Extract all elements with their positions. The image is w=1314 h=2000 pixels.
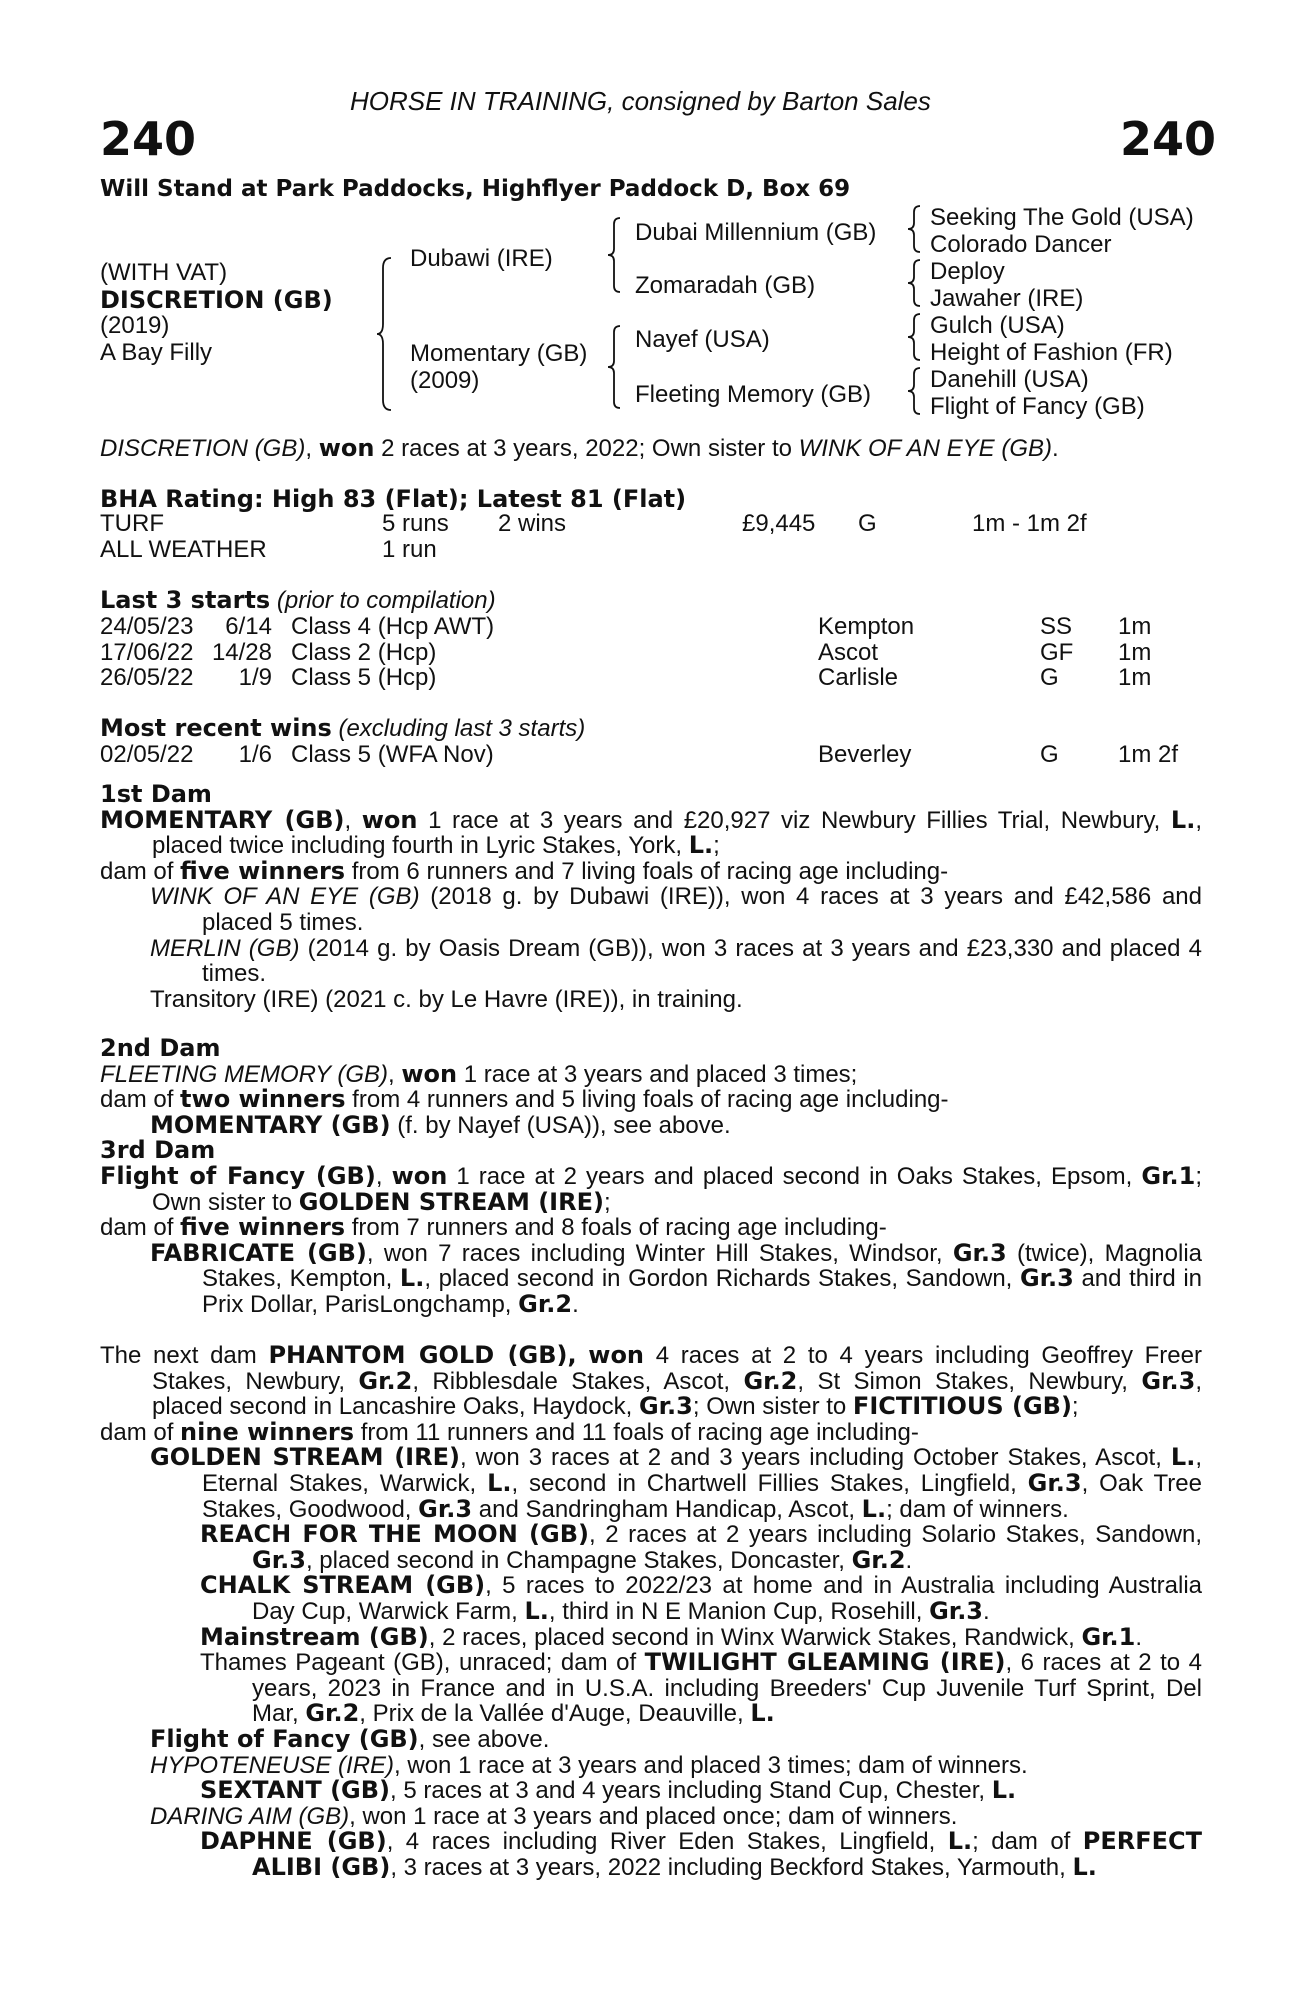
pedigree-dam-year: (2009)	[410, 367, 480, 394]
race-distance: 1m	[1118, 638, 1152, 666]
consignment-header: HORSE IN TRAINING, consigned by Barton Sales	[350, 86, 931, 116]
recent-wins-title: Most recent wins (excluding last 3 starts)	[100, 714, 586, 742]
second-dam-heading: 2nd Dam	[100, 1034, 221, 1062]
first-dam-progeny-1: WINK OF AN EYE (GB) (2018 g. by Dubawi (IRE)), won 4 races at 3 years and £42,586 and placed 5 times.	[150, 883, 1202, 936]
pedigree-brace-sire	[606, 216, 626, 294]
third-dam-produce: dam of five winners from 7 runners and 8 foals of racing age including-	[100, 1213, 887, 1242]
second-dam-section	[100, 1036, 1202, 1318]
catalogue-page: HORSE IN TRAINING, consigned by Barton Sales 240 240 Will Stand at Park Paddocks, Highflyer Paddock D, Box 69 (WITH VAT) DISCRETION (GB) (2019) A Bay Filly Dubawi (IRE) Momentary (GB) (2009) Dubai Millennium (GB) Zomaradah (GB) Nayef (USA) Fleeting Memory (GB) Seeking The Gold (USA) Colorado Dancer Deploy Jawaher (IRE) Gulch (USA) Height of Fashion (FR) Danehill (USA) Flight of Fancy (GB) DISCRETION (GB), won 2 races at 3 years, 2022; Own sister to WINK OF AN EYE (GB). BHA Rating: High 83 (Flat); Latest 81 (Flat) TURF 5 runs 2 wins £9,445 G 1m - 1m 2f ALL WEATHER 1 run Last 3 starts (prior to compilation) 24/05/23 6/14 Class 4 (Hcp AWT) Kempton SS 1m 17/06/22 14/28 Class 2 (Hcp) Ascot GF 1m 26/05/22 1/9 Class 5 (Hcp) Carlisle G 1m Most recent wins (excluding last 3 starts) 02/05/22 1/6 Class 5 (WFA Nov) Beverley G 1m 2f 1st Dam MOMENTARY (GB), won 1 race at 3 years and £20,927 viz Newbury Fillies Trial, Newbury, L., placed twice including fourth in Lyric Stakes, York, L.; dam of five winners from 6 runners and 7 living foals of racing age including- WINK OF AN EYE (GB) (2018 g. by Dubawi (IRE)), won 4 races at 3 years and £42,586 and placed 5 times. MERLIN (GB) (2014 g. by Oasis Dream (GB)), won 3 races at 3 years and £23,330 and placed 4 times. Transitory (IRE) (2021 c. by Le Havre (IRE)), in training. 2nd Dam FLEETING MEMORY (GB), won 1 race at 3 years and placed 3 times; dam of two winners from 4 runners and 5 living foals of racing age including- MOMENTARY (GB) (f. by Nayef (USA)), see above. 3rd Dam Flight of Fancy (GB), won 1 race at 2 years and placed second in Oaks Stakes, Epsom, Gr.1; Own sister to GOLDEN STREAM (IRE); dam of five winners from 7 runners and 8 foals of racing age including- FABRICATE (GB), won 7 races including Winter Hill Stakes, Windsor, Gr.3 (twice), Magnolia Stakes, Kempton, L., placed second in Gordon Richards Stakes, Sandown, Gr.3 and third in Prix Dollar, ParisLongchamp, Gr.2. The next dam PHANTOM GOLD (GB), won 4 races at 2 to 4 years including Geoffrey Freer Stakes, Newbury, Gr.2, Ribblesdale Stakes, Ascot, Gr.2, St Simon Stakes, Newbury, Gr.3, placed second in Lancashire Oaks, Haydock, Gr.3; Own sister to FICTITIOUS (GB); dam of nine winners from 11 runners and 11 foals of racing age including- GOLDEN STREAM (IRE), won 3 races at 2 and 3 years including October Stakes, Ascot, L., Eternal Stakes, Warwick, L., second in Chartwell Fillies Stakes, Lingfield, Gr.3, Oak Tree Stakes, Goodwood, Gr.3 and Sandringham Handicap, Ascot, L.; dam of winners. REACH FOR THE MOON (GB), 2 races at 2 years including Solario Stakes, Sandown, Gr.3, placed second in Champagne Stakes, Doncaster, Gr.2. CHALK STREAM (GB), 5 races to 2022/23 at home and in Australia including Australia Day Cup, Warwick Farm, L., third in N E Manion Cup, Rosehill, Gr.3. Mainstream (GB), 2 races, placed second in Winx Warwick Stakes, Randwick, Gr.1. Thames Pageant (GB), unraced; dam of TWILIGHT GLEAMING (IRE), 6 races at 2 to 4 years, 2023 in France and in U.S.A. including Breeders' Cup Juvenile Turf Sprint, Del Mar, Gr.2, Prix de la Vallée d'Auge, Deauville, L. Flight of Fancy (GB), see above. HYPOTENEUSE (IRE), won 1 race at 3 years and placed 3 times; dam of winners. SEXTANT (GB), 5 races at 3 and 4 years including Stand Cup, Chester, L. DARING AIM (GB), won 1 race at 3 years and placed once; dam of winners. DAPHNE (GB), 4 races including River Eden Stakes, Lingfield, L.; dam of PERFECT ALIBI (GB), 3 races at 3 years, 2022 including Beckford Stakes, Yarmouth, L.	[100, 86, 1217, 1881]
vat-note: (WITH VAT)	[100, 259, 228, 286]
next-dam-grand-progeny-daphne: DAPHNE (GB), 4 races including River Eden Stakes, Lingfield, L.; dam of PERFECT ALIBI (GB), 3 races at 3 years, 2022 including Beckford Stakes, Yarmouth, L.	[200, 1827, 1203, 1881]
stabling-location: Will Stand at Park Paddocks, Highflyer Paddock D, Box 69	[100, 176, 851, 202]
race-position: 6/14	[225, 613, 272, 640]
race-going: G	[1040, 741, 1059, 768]
second-dam-record: FLEETING MEMORY (GB), won 1 race at 3 years and placed 3 times;	[100, 1059, 858, 1088]
race-class: Class 5 (WFA Nov)	[291, 741, 494, 768]
pedigree-brace-sd	[906, 258, 926, 308]
first-dam-produce: dam of five winners from 6 runners and 7 living foals of racing age including-	[100, 856, 949, 885]
pedigree-brace-dam	[606, 324, 626, 410]
race-distance: 1m	[1118, 664, 1152, 692]
race-going: GF	[1040, 638, 1074, 666]
pedigree-dd-dam: Flight of Fancy (GB)	[930, 393, 1145, 420]
first-dam-record: MOMENTARY (GB), won 1 race at 3 years and £20,927 viz Newbury Fillies Trial, Newbury, L., placed twice including fourth in Lyric Stakes, York, L.;	[100, 805, 1203, 860]
first-dam-progeny-2: MERLIN (GB) (2014 g. by Oasis Dream (GB)), won 3 races at 3 years and £23,330 and placed 4 times.	[150, 934, 1202, 988]
pedigree-sire-sire: Dubai Millennium (GB)	[635, 219, 877, 246]
third-dam-heading: 3rd Dam	[100, 1136, 216, 1165]
lot-number-left: 240	[100, 112, 197, 166]
pedigree-dam: Momentary (GB)	[410, 340, 588, 367]
next-dam-section	[100, 1343, 1202, 1880]
first-dam-section	[100, 782, 1202, 1012]
pedigree-sire: Dubawi (IRE)	[410, 245, 553, 272]
second-dam-produce: dam of two winners from 4 runners and 5 living foals of racing age including-	[100, 1085, 949, 1114]
pedigree-brace-dd	[906, 366, 926, 416]
pedigree-ds-dam: Height of Fashion (FR)	[930, 339, 1173, 366]
race-class: Class 5 (Hcp)	[291, 664, 437, 692]
race-class: Class 4 (Hcp AWT)	[291, 613, 495, 640]
first-dam-progeny-3: Transitory (IRE) (2021 c. by Le Havre (IRE)), in training.	[150, 985, 743, 1013]
race-course: Carlisle	[818, 664, 899, 692]
pedigree-ds-sire: Gulch (USA)	[930, 312, 1065, 339]
race-summary: DISCRETION (GB), won 2 races at 3 years, 2022; Own sister to WINK OF AN EYE (GB).	[100, 434, 1059, 462]
next-dam-progeny-hypoteneuse: HYPOTENEUSE (IRE), won 1 race at 3 years and placed 3 times; dam of winners.	[150, 1751, 1028, 1779]
next-dam-produce: dam of nine winners from 11 runners and 11 foals of racing age including-	[100, 1417, 919, 1446]
race-position: 14/28	[211, 638, 272, 666]
pedigree-brace-ds	[906, 312, 926, 362]
horse-name: DISCRETION (GB)	[100, 286, 333, 314]
race-course: Beverley	[818, 741, 912, 768]
next-dam-progeny-flight-of-fancy: Flight of Fancy (GB), see above.	[150, 1724, 550, 1753]
horse-description: A Bay Filly	[100, 339, 213, 366]
race-distance: 1m 2f	[1118, 741, 1179, 768]
pedigree-brace-main	[375, 256, 397, 412]
pedigree-dam-sire: Nayef (USA)	[635, 326, 770, 353]
next-dam-progeny-golden-stream: GOLDEN STREAM (IRE), won 3 races at 2 and 3 years including October Stakes, Ascot, L., Eternal Stakes, Warwick, L., second in Chartwell Fillies Stakes, Lingfield, Gr.3, Oak Tree Stakes, Goodwood, Gr.3 and Sandringham Handicap, Ascot, L.; dam of winners.	[150, 1443, 1202, 1523]
pedigree-dam-dam: Fleeting Memory (GB)	[635, 381, 872, 408]
race-course: Ascot	[818, 638, 879, 666]
next-dam-grand-progeny-mainstream: Mainstream (GB), 2 races, placed second in Winx Warwick Stakes, Randwick, Gr.1.	[200, 1622, 1143, 1651]
pedigree-sd-dam: Jawaher (IRE)	[930, 285, 1084, 312]
race-date: 24/05/23	[100, 613, 194, 640]
race-going: SS	[1040, 613, 1073, 640]
horse-year: (2019)	[100, 312, 170, 339]
race-date: 02/05/22	[100, 741, 194, 768]
race-date: 26/05/22	[100, 664, 194, 692]
pedigree-sd-sire: Deploy	[930, 258, 1005, 285]
next-dam-progeny-daring-aim: DARING AIM (GB), won 1 race at 3 years and placed once; dam of winners.	[150, 1802, 958, 1830]
race-distance: 1m	[1118, 613, 1152, 640]
bha-rating-title: BHA Rating: High 83 (Flat); Latest 81 (Flat)	[100, 485, 687, 513]
race-position: 1/6	[238, 741, 272, 768]
pedigree-ss-dam: Colorado Dancer	[930, 231, 1112, 258]
next-dam-grand-progeny-sextant: SEXTANT (GB), 5 races at 3 and 4 years including Stand Cup, Chester, L.	[200, 1776, 1017, 1805]
next-dam-grand-progeny-thames-pageant: Thames Pageant (GB), unraced; dam of TWILIGHT GLEAMING (IRE), 6 races at 2 to 4 years, 2023 in France and in U.S.A. including Breeders' Cup Juvenile Turf Sprint, Del Mar, Gr.2, Prix de la Vallée d'Auge, Deauville, L.	[200, 1648, 1202, 1728]
third-dam-record: Flight of Fancy (GB), won 1 race at 2 years and placed second in Oaks Stakes, Epsom, Gr.1; Own sister to GOLDEN STREAM (IRE);	[100, 1161, 1202, 1216]
race-going: G	[1040, 664, 1059, 692]
lot-number-right: 240	[1120, 112, 1217, 166]
pedigree-brace-ss	[906, 204, 926, 254]
race-date: 17/06/22	[100, 638, 194, 666]
race-class: Class 2 (Hcp)	[291, 638, 437, 666]
third-dam-progeny-1: FABRICATE (GB), won 7 races including Winter Hill Stakes, Windsor, Gr.3 (twice), Magnolia Stakes, Kempton, L., placed second in Gordon Richards Stakes, Sandown, Gr.3 and third in Prix Dollar, ParisLongchamp, Gr.2.	[150, 1238, 1203, 1318]
pedigree-ss-sire: Seeking The Gold (USA)	[930, 204, 1194, 231]
next-dam-grand-progeny-chalk-stream: CHALK STREAM (GB), 5 races to 2022/23 at home and in Australia including Australia Day Cup, Warwick Farm, L., third in N E Manion Cup, Rosehill, Gr.3.	[200, 1571, 1203, 1625]
second-dam-progeny-1: MOMENTARY (GB) (f. by Nayef (USA)), see above.	[150, 1110, 731, 1139]
next-dam-record: The next dam PHANTOM GOLD (GB), won 4 races at 2 to 4 years including Geoffrey Freer Stakes, Newbury, Gr.2, Ribblesdale Stakes, Ascot, Gr.2, St Simon Stakes, Newbury, Gr.3, placed second in Lancashire Oaks, Haydock, Gr.3; Own sister to FICTITIOUS (GB);	[100, 1341, 1202, 1421]
pedigree-sire-dam: Zomaradah (GB)	[635, 272, 816, 299]
race-position: 1/9	[238, 664, 272, 692]
last-starts-title: Last 3 starts (prior to compilation)	[100, 586, 496, 614]
race-course: Kempton	[818, 613, 915, 640]
first-dam-heading: 1st Dam	[100, 780, 212, 808]
next-dam-grand-progeny-reach-for-the-moon: REACH FOR THE MOON (GB), 2 races at 2 years including Solario Stakes, Sandown, Gr.3, placed second in Champagne Stakes, Doncaster, Gr.2.	[200, 1520, 1203, 1574]
pedigree-dd-sire: Danehill (USA)	[930, 366, 1089, 393]
